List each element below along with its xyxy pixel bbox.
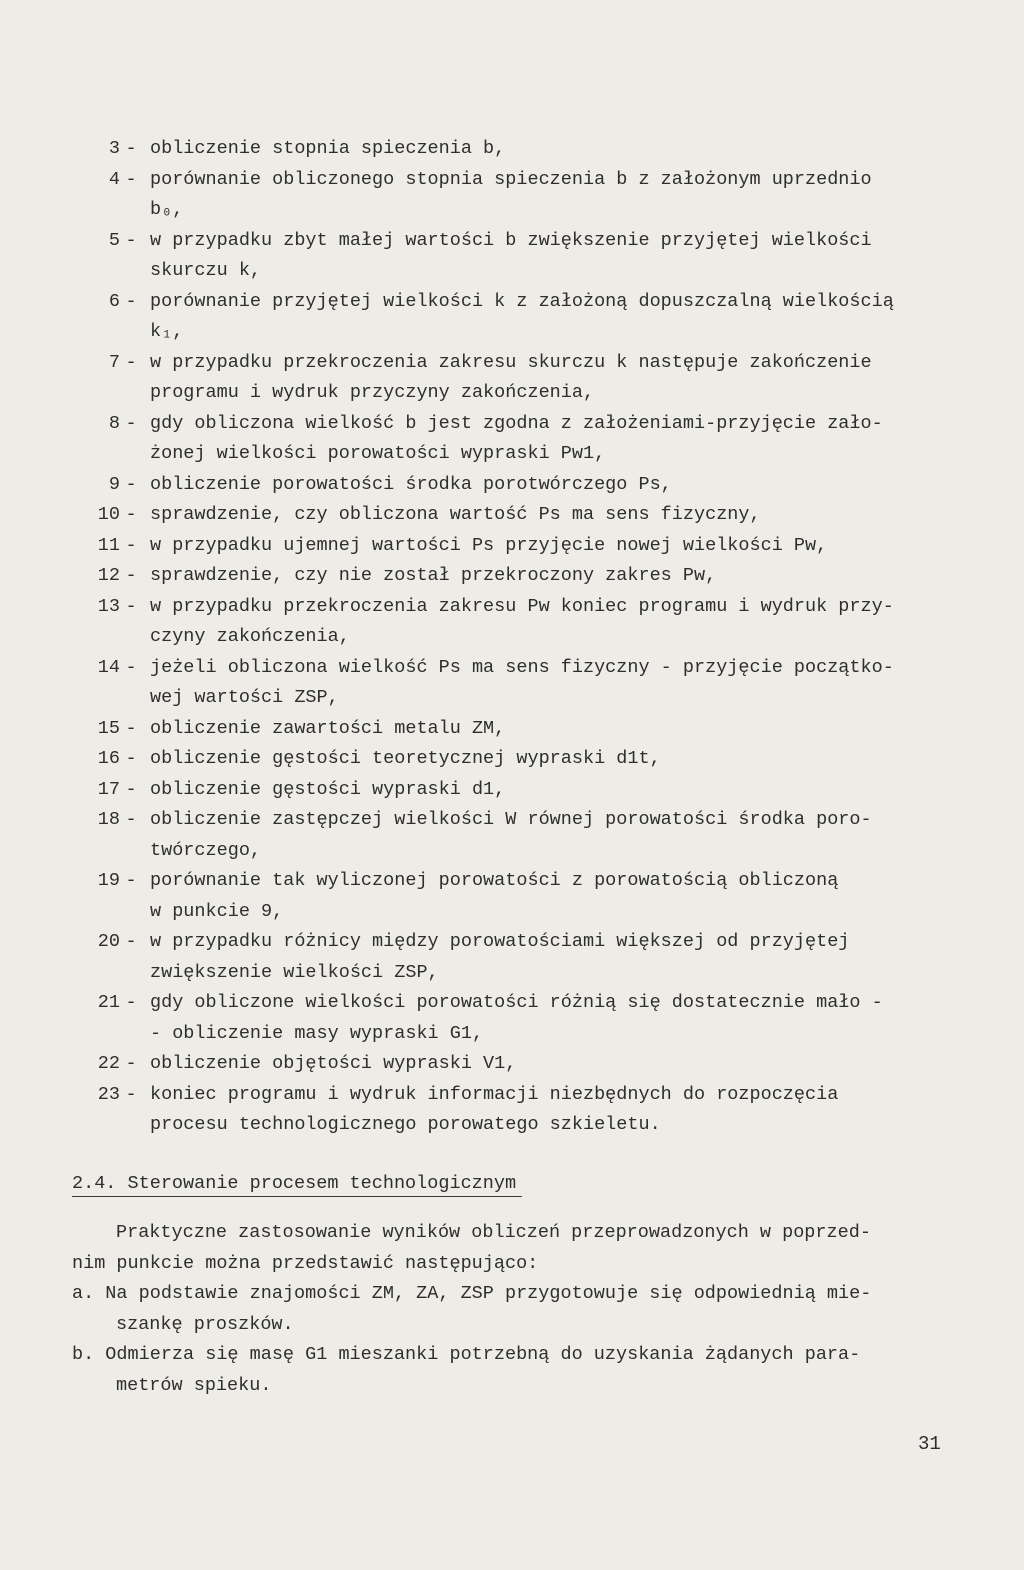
paragraph-line: szankę proszków. xyxy=(116,1313,294,1335)
step-text-line: w przypadku zbyt małej wartości b zwiększenie przyjętej wielkości xyxy=(150,229,872,251)
step-number: 4 xyxy=(108,168,120,190)
step-text xyxy=(150,409,960,470)
step-number: 22 xyxy=(97,1053,120,1074)
step-dash: - xyxy=(125,473,137,495)
step-text xyxy=(150,592,960,653)
step-text xyxy=(150,775,960,806)
step-dash: - xyxy=(125,168,137,190)
step-text xyxy=(150,531,960,562)
step-dash: - xyxy=(125,992,137,1013)
step-text xyxy=(150,1080,960,1141)
list-item xyxy=(70,714,960,745)
step-number: 16 xyxy=(97,748,120,769)
step-text-line: wej wartości ZSP, xyxy=(150,687,339,708)
step-text xyxy=(150,500,960,531)
step-text-line: koniec programu i wydruk informacji niezbędnych do rozpoczęcia xyxy=(150,1083,839,1105)
list-item xyxy=(70,409,960,470)
step-text-line: k₁, xyxy=(150,321,184,342)
step-text-line: obliczenie objętości wypraski V1, xyxy=(150,1053,517,1074)
step-text-line: - obliczenie masy wypraski G1, xyxy=(150,1022,484,1044)
step-number: 6 xyxy=(108,290,120,312)
step-text-line: obliczenie gęstości wypraski d1, xyxy=(150,778,506,800)
step-text-line: gdy obliczona wielkość b jest zgodna z założeniami-przyjęcie zało- xyxy=(150,412,883,434)
step-dash: - xyxy=(125,351,137,373)
list-item xyxy=(70,775,960,806)
step-dash: - xyxy=(125,748,137,769)
list-item xyxy=(70,805,960,866)
step-number: 15 xyxy=(97,717,120,739)
step-dash: - xyxy=(125,1083,137,1105)
list-item xyxy=(70,134,960,165)
step-text-line: skurczu k, xyxy=(150,260,262,281)
step-text-line: porównanie tak wyliczonej porowatości z porowatością obliczoną xyxy=(150,870,839,891)
step-number: 8 xyxy=(108,412,120,434)
step-dash: - xyxy=(125,138,137,159)
step-text-line: sprawdzenie, czy obliczona wartość Ps ma sens fizyczny, xyxy=(150,504,761,525)
step-text-line: obliczenie zawartości metalu ZM, xyxy=(150,717,506,739)
step-text xyxy=(150,988,960,1049)
list-item xyxy=(70,226,960,287)
step-text xyxy=(150,714,960,745)
step-number: 11 xyxy=(97,534,120,556)
paragraph-line: a. Na podstawie znajomości ZM, ZA, ZSP przygotowuje się odpowiednią mie- xyxy=(72,1283,872,1304)
step-text xyxy=(150,287,960,348)
list-item xyxy=(70,866,960,927)
step-text xyxy=(150,348,960,409)
list-item xyxy=(70,165,960,226)
list-item xyxy=(70,1080,960,1141)
step-number: 17 xyxy=(97,778,120,800)
step-dash: - xyxy=(125,809,137,830)
page-number: 31 xyxy=(918,1433,941,1455)
step-number: 14 xyxy=(97,656,120,678)
step-text-line: b₀, xyxy=(150,199,184,220)
paragraph-line: b. Odmierza się masę G1 mieszanki potrzebną do uzyskania żądanych para- xyxy=(72,1344,861,1365)
step-text xyxy=(150,744,960,775)
paragraph-line: nim punkcie można przedstawić następująco: xyxy=(72,1252,539,1274)
paragraph-line: Praktyczne zastosowanie wyników obliczeń przeprowadzonych w poprzed- xyxy=(116,1222,871,1243)
step-number: 3 xyxy=(108,138,120,159)
list-item xyxy=(70,988,960,1049)
step-number: 19 xyxy=(97,870,120,891)
step-text-line: czyny zakończenia, xyxy=(150,626,350,647)
step-text-line: gdy obliczone wielkości porowatości różnią się dostatecznie mało - xyxy=(150,992,883,1013)
section-heading: 2.4. Sterowanie procesem technologicznym xyxy=(72,1172,522,1197)
paragraph-line: metrów spieku. xyxy=(116,1374,272,1396)
list-item xyxy=(70,470,960,501)
list-item xyxy=(70,927,960,988)
step-text-line: w przypadku ujemnej wartości Ps przyjęcie nowej wielkości Pw, xyxy=(150,534,828,556)
step-text xyxy=(150,653,960,714)
procedure-step-list xyxy=(70,134,960,1141)
step-text-line: porównanie obliczonego stopnia spieczenia b z założonym uprzednio xyxy=(150,168,872,190)
step-text xyxy=(150,134,960,165)
step-text-line: obliczenie porowatości środka porotwórczego Ps, xyxy=(150,473,672,495)
step-text-line: procesu technologicznego porowatego szkieletu. xyxy=(150,1114,661,1135)
step-text-line: żonej wielkości porowatości wypraski Pw1, xyxy=(150,443,606,464)
step-text xyxy=(150,470,960,501)
step-text xyxy=(150,927,960,988)
list-item xyxy=(70,1049,960,1080)
step-text-line: zwiększenie wielkości ZSP, xyxy=(150,961,439,983)
step-dash: - xyxy=(125,931,137,952)
step-number: 13 xyxy=(97,595,120,617)
list-item xyxy=(70,744,960,775)
step-dash: - xyxy=(125,717,137,739)
step-dash: - xyxy=(125,290,137,312)
step-dash: - xyxy=(125,656,137,678)
step-text-line: w przypadku przekroczenia zakresu skurczu k następuje zakończenie xyxy=(150,351,872,373)
step-text-line: twórczego, xyxy=(150,839,262,861)
step-number: 12 xyxy=(97,565,120,586)
step-text-line: porównanie przyjętej wielkości k z założoną dopuszczalną wielkością xyxy=(150,290,894,312)
step-text-line: obliczenie gęstości teoretycznej wypraski d1t, xyxy=(150,748,661,769)
step-text-line: obliczenie zastępczej wielkości W równej porowatości środka poro- xyxy=(150,809,872,830)
step-number: 20 xyxy=(97,931,120,952)
step-dash: - xyxy=(125,595,137,617)
step-number: 23 xyxy=(97,1083,120,1105)
step-text-line: programu i wydruk przyczyny zakończenia, xyxy=(150,382,595,403)
list-item xyxy=(70,561,960,592)
step-number: 10 xyxy=(97,504,120,525)
step-dash: - xyxy=(125,412,137,434)
step-number: 9 xyxy=(108,473,120,495)
step-dash: - xyxy=(125,229,137,251)
step-text-line: obliczenie stopnia spieczenia b, xyxy=(150,138,506,159)
step-number: 21 xyxy=(97,992,120,1013)
step-text xyxy=(150,561,960,592)
list-item xyxy=(70,653,960,714)
step-number: 7 xyxy=(108,351,120,373)
list-item xyxy=(70,348,960,409)
step-text xyxy=(150,226,960,287)
step-text xyxy=(150,866,960,927)
list-item xyxy=(70,500,960,531)
step-dash: - xyxy=(125,778,137,800)
step-dash: - xyxy=(125,534,137,556)
step-text-line: w punkcie 9, xyxy=(150,900,284,922)
step-text xyxy=(150,805,960,866)
step-dash: - xyxy=(125,1053,137,1074)
step-text-line: sprawdzenie, czy nie został przekroczony zakres Pw, xyxy=(150,565,717,586)
step-dash: - xyxy=(125,565,137,586)
step-number: 18 xyxy=(97,809,120,830)
list-item xyxy=(70,287,960,348)
step-text xyxy=(150,1049,960,1080)
step-text xyxy=(150,165,960,226)
section-paragraph xyxy=(72,1218,952,1401)
list-item xyxy=(70,531,960,562)
step-text-line: w przypadku przekroczenia zakresu Pw koniec programu i wydruk przy- xyxy=(150,595,894,617)
step-number: 5 xyxy=(108,229,120,251)
step-text-line: w przypadku różnicy między porowatościami większej od przyjętej xyxy=(150,931,850,952)
step-dash: - xyxy=(125,504,137,525)
list-item xyxy=(70,592,960,653)
step-dash: - xyxy=(125,870,137,891)
step-text-line: jeżeli obliczona wielkość Ps ma sens fizyczny - przyjęcie początko- xyxy=(150,656,894,678)
